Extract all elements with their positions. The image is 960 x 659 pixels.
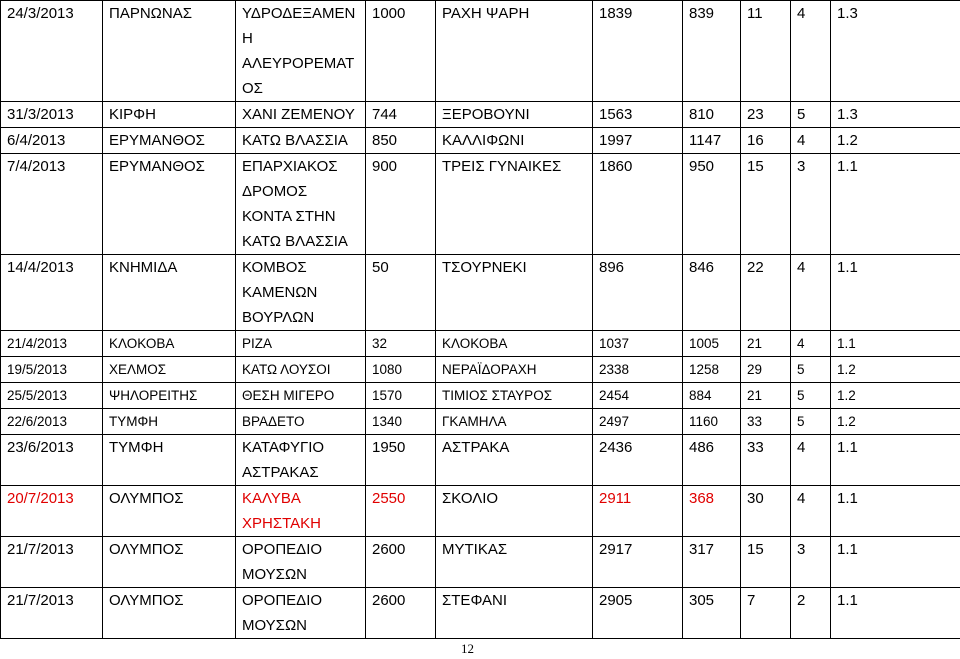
rating-cell: 1.1 [831,537,960,588]
participants-cell: 29 [741,357,791,383]
summit-altitude-cell: 2454 [593,383,683,409]
start-altitude-cell: 2550 [366,486,436,537]
start-location-line: ΚΑΛΥΒΑ [242,490,301,507]
date-cell: 20/7/2013 [1,486,103,537]
difficulty-cell: 5 [791,383,831,409]
date-cell: 7/4/2013 [1,154,103,255]
elevation-gain-cell: 1160 [683,409,741,435]
elevation-gain-cell: 317 [683,537,741,588]
table-row [1,255,960,331]
start-location-cell [236,154,366,255]
rating-cell: 1.1 [831,255,960,331]
start-location-cell [236,435,366,486]
area-cell: ΟΛΥΜΠΟΣ [103,537,236,588]
start-location-line: ΥΔΡΟΔΕΞΑΜΕΝ [242,5,356,22]
rating-cell: 1.1 [831,154,960,255]
summit-cell: ΤΙΜΙΟΣ ΣΤΑΥΡΟΣ [436,383,593,409]
table-row [1,331,960,357]
rating-cell: 1.3 [831,1,960,102]
summit-cell: ΣΚΟΛΙΟ [436,486,593,537]
start-altitude-cell: 1000 [366,1,436,102]
rating-cell: 1.2 [831,357,960,383]
summit-cell: ΜΥΤΙΚΑΣ [436,537,593,588]
table-row [1,128,960,154]
start-location-cell [236,255,366,331]
table-row [1,537,960,588]
start-altitude-cell: 50 [366,255,436,331]
elevation-gain-cell: 1005 [683,331,741,357]
summit-cell: ΞΕΡΟΒΟΥΝΙ [436,102,593,128]
rating-cell: 1.1 [831,486,960,537]
date-cell: 21/7/2013 [1,537,103,588]
difficulty-cell: 4 [791,255,831,331]
rating-cell: 1.1 [831,331,960,357]
difficulty-cell: 2 [791,588,831,639]
start-location-line: ΟΡΟΠΕΔΙΟ [242,541,323,558]
date-cell: 24/3/2013 [1,1,103,102]
date-cell: 31/3/2013 [1,102,103,128]
date-cell: 21/7/2013 [1,588,103,639]
summit-altitude-cell: 2436 [593,435,683,486]
start-location-cell [236,383,366,409]
elevation-gain-cell: 368 [683,486,741,537]
start-location-cell [236,128,366,154]
summit-altitude-cell: 1563 [593,102,683,128]
participants-cell: 33 [741,435,791,486]
area-cell: ΤΥΜΦΗ [103,409,236,435]
start-location-cell [236,102,366,128]
elevation-gain-cell: 1147 [683,128,741,154]
summit-cell: ΓΚΑΜΗΛΑ [436,409,593,435]
rating-cell: 1.2 [831,383,960,409]
start-altitude-cell: 1340 [366,409,436,435]
elevation-gain-cell: 486 [683,435,741,486]
summit-altitude-cell: 2905 [593,588,683,639]
table-row [1,102,960,128]
start-location-cell [236,357,366,383]
start-location-line: ΒΡΑΔΕΤΟ [242,414,305,429]
participants-cell: 11 [741,1,791,102]
difficulty-cell: 4 [791,435,831,486]
rating-cell: 1.3 [831,102,960,128]
start-altitude-cell: 2600 [366,537,436,588]
start-location-line: ΚΑΤΩ ΒΛΑΣΣΙΑ [242,132,348,149]
start-location-cell [236,409,366,435]
participants-cell: 21 [741,383,791,409]
start-location-cell [236,331,366,357]
elevation-gain-cell: 305 [683,588,741,639]
difficulty-cell: 5 [791,102,831,128]
date-cell: 25/5/2013 [1,383,103,409]
start-location-line: ΚΟΝΤΑ ΣΤΗΝ [242,208,336,225]
start-altitude-cell: 2600 [366,588,436,639]
start-altitude-cell: 1950 [366,435,436,486]
area-cell: ΧΕΛΜΟΣ [103,357,236,383]
start-location-cell [236,1,366,102]
difficulty-cell: 4 [791,331,831,357]
table-row [1,409,960,435]
participants-cell: 21 [741,331,791,357]
start-location-line: Η [242,30,253,47]
summit-cell: ΑΣΤΡΑΚΑ [436,435,593,486]
date-cell: 6/4/2013 [1,128,103,154]
table-row [1,435,960,486]
summit-cell: ΚΑΛΛΙΦΩΝΙ [436,128,593,154]
start-location-line: ΜΟΥΣΩΝ [242,617,308,634]
summit-altitude-cell: 1997 [593,128,683,154]
area-cell: ΕΡΥΜΑΝΘΟΣ [103,128,236,154]
start-location-line: ΔΡΟΜΟΣ [242,183,308,200]
summit-cell: ΤΡΕΙΣ ΓΥΝΑΙΚΕΣ [436,154,593,255]
date-cell: 21/4/2013 [1,331,103,357]
start-location-line: ΑΛΕΥΡΟΡΕΜΑΤ [242,55,355,72]
date-cell: 19/5/2013 [1,357,103,383]
start-location-line: ΒΟΥΡΛΩΝ [242,309,315,326]
rating-cell: 1.1 [831,435,960,486]
area-cell: ΚΛΟΚΟΒΑ [103,331,236,357]
table-row [1,154,960,255]
start-location-line: ΧΡΗΣΤΑΚΗ [242,515,322,532]
difficulty-cell: 3 [791,537,831,588]
start-altitude-cell: 1080 [366,357,436,383]
area-cell: ΟΛΥΜΠΟΣ [103,588,236,639]
elevation-gain-cell: 810 [683,102,741,128]
participants-cell: 15 [741,154,791,255]
summit-altitude-cell: 1037 [593,331,683,357]
difficulty-cell: 5 [791,409,831,435]
summit-altitude-cell: 1860 [593,154,683,255]
table-body [1,1,960,639]
start-location-line: ΚΑΤΩ ΛΟΥΣΟΙ [242,362,331,377]
rating-cell: 1.1 [831,588,960,639]
summit-altitude-cell: 2497 [593,409,683,435]
start-location-line: ΟΡΟΠΕΔΙΟ [242,592,323,609]
elevation-gain-cell: 950 [683,154,741,255]
area-cell: ΟΛΥΜΠΟΣ [103,486,236,537]
elevation-gain-cell: 1258 [683,357,741,383]
start-altitude-cell: 850 [366,128,436,154]
area-cell: ΚΝΗΜΙΔΑ [103,255,236,331]
difficulty-cell: 5 [791,357,831,383]
start-altitude-cell: 1570 [366,383,436,409]
start-altitude-cell: 900 [366,154,436,255]
summit-cell: ΝΕΡΑΪΔΟΡΑΧΗ [436,357,593,383]
difficulty-cell: 3 [791,154,831,255]
summit-cell: ΚΛΟΚΟΒΑ [436,331,593,357]
summit-altitude-cell: 2338 [593,357,683,383]
start-location-line: ΜΟΥΣΩΝ [242,566,308,583]
participants-cell: 22 [741,255,791,331]
participants-cell: 23 [741,102,791,128]
rating-cell: 1.2 [831,409,960,435]
summit-cell: ΡΑΧΗ ΨΑΡΗ [436,1,593,102]
area-cell: ΤΥΜΦΗ [103,435,236,486]
start-altitude-cell: 32 [366,331,436,357]
date-cell: 14/4/2013 [1,255,103,331]
area-cell: ΨΗΛΟΡΕΙΤΗΣ [103,383,236,409]
area-cell: ΠΑΡΝΩΝΑΣ [103,1,236,102]
start-location-cell [236,486,366,537]
area-cell: ΕΡΥΜΑΝΘΟΣ [103,154,236,255]
start-location-line: ΟΣ [242,80,263,97]
start-location-line: ΡΙΖΑ [242,336,273,351]
elevation-gain-cell: 884 [683,383,741,409]
difficulty-cell: 4 [791,486,831,537]
table-row [1,383,960,409]
summit-cell: ΤΣΟΥΡΝΕΚΙ [436,255,593,331]
difficulty-cell: 4 [791,1,831,102]
start-location-line: ΧΑΝΙ ΖΕΜΕΝΟΥ [242,106,355,123]
participants-cell: 30 [741,486,791,537]
rating-cell: 1.2 [831,128,960,154]
participants-cell: 15 [741,537,791,588]
summit-altitude-cell: 1839 [593,1,683,102]
table-row [1,588,960,639]
start-location-line: ΑΣΤΡΑΚΑΣ [242,464,319,481]
start-altitude-cell: 744 [366,102,436,128]
start-location-line: ΚΟΜΒΟΣ [242,259,307,276]
date-cell: 22/6/2013 [1,409,103,435]
start-location-line: ΚΑΜΕΝΩΝ [242,284,318,301]
table-row [1,357,960,383]
summit-altitude-cell: 2917 [593,537,683,588]
elevation-gain-cell: 839 [683,1,741,102]
start-location-line: ΚΑΤΩ ΒΛΑΣΣΙΑ [242,233,348,250]
summit-altitude-cell: 896 [593,255,683,331]
participants-cell: 7 [741,588,791,639]
start-location-line: ΚΑΤΑΦΥΓΙΟ [242,439,325,456]
start-location-cell [236,588,366,639]
start-location-line: ΘΕΣΗ ΜΙΓΕΡΟ [242,388,335,403]
summit-altitude-cell: 2911 [593,486,683,537]
table-row [1,1,960,102]
date-cell: 23/6/2013 [1,435,103,486]
start-location-line: ΕΠΑΡΧΙΑΚΟΣ [242,158,338,175]
elevation-gain-cell: 846 [683,255,741,331]
difficulty-cell: 4 [791,128,831,154]
table-row [1,486,960,537]
participants-cell: 16 [741,128,791,154]
start-location-cell [236,537,366,588]
page-number: 12 [461,641,474,656]
summit-cell: ΣΤΕΦΑΝΙ [436,588,593,639]
participants-cell: 33 [741,409,791,435]
area-cell: ΚΙΡΦΗ [103,102,236,128]
